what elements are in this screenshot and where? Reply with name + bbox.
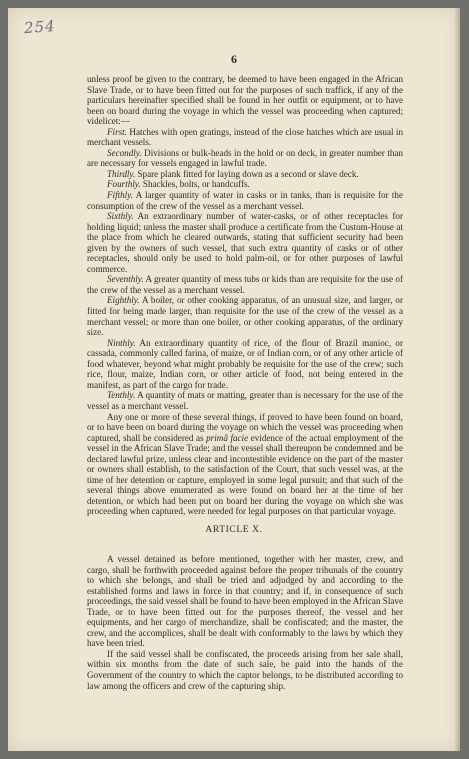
document-page	[8, 8, 460, 751]
item-text: An extraordinary quantity of rice, of the flour of Brazil manioc, or cassada, commonly called farina, of maize, or of Indian corn, or of any other article of food whatever, beyond what might probably be requisite for the use of the crew; such rice, flour, maize, Indian corn, or other article of food, not being entered in the manifest, as part of the cargo for trade.	[87, 337, 404, 390]
item-lead: Tenthly.	[107, 390, 136, 401]
handwritten-annotation: 254	[23, 16, 57, 38]
closing-text-before: Any one or more of these several things, if proved to have been found on board, or to have been on board during the voyage on which the vessel was proceeding when captured, shall be considered as	[87, 411, 403, 443]
item-lead: Fourthly.	[107, 179, 141, 190]
item-ninthly	[87, 338, 403, 391]
article-x-paragraph-2: If the said vessel shall be confiscated, the proceeds arising from her sale shall, within six months from the date of such sale, be paid into the hands of the Government of the country to which the captor belongs, to be distributed according to law among the officers and crew of the capturing ship.	[87, 648, 403, 691]
item-text: A boiler, or other cooking apparatus, of an unusual size, and larger, or fitted for being made larger, than requisite for the use of the crew of the vessel as a merchant vessel; or more than one boiler, or other cooking apparatus, of the ordinary size.	[87, 295, 403, 338]
article-x-body	[87, 554, 403, 691]
item-lead: Fifthly.	[107, 190, 134, 201]
item-tenthly	[87, 390, 403, 411]
article-x-paragraph-1: A vessel detained as before mentioned, together with her master, crew, and cargo, shall be forthwith proceeded against before the proper tribunals of the country to which she belongs, and shall be tried and adjudged by and according to the established forms and laws in force in that country; and if, in consequence of such proceedings, the said vessel shall be found to have been employed in the African Slave Trade, or to have been fitted out for the purposes thereof, the vessel and her equipments, and her cargo of merchandize, shall be confiscated; and the master, the crew, and the accomplices, shall be dealt with conformably to the laws by which they have been tried.	[87, 554, 403, 649]
item-lead: First.	[107, 126, 127, 137]
item-lead: Thirdly.	[107, 168, 136, 179]
item-lead: Seventhly.	[107, 274, 144, 285]
item-fourthly	[87, 179, 403, 190]
item-text: An extraordinary number of water-casks, or of other receptacles for holding liquid; unless the master shall produce a certificate from the Custom-House at the place from which he cleared outwards, stating that sufficient security had been given by the owners of such vessel, that such extra quantity of casks or of other receptacles, should only be used to hold palm-oil, or for other purposes of lawful commerce.	[87, 211, 403, 274]
item-text: Hatches with open gratings, instead of the close hatches which are usual in merchant vessels.	[87, 126, 403, 148]
intro-paragraph: unless proof be given to the contrary, be deemed to have been engaged in the African Slave Trade, or to have been fitted out for the purposes of such traffick, if any of the particulars hereinafter specified shall be found in her outfit or equipment, or to have been on board during the voyage in which the vessel was proceeding when captured; videlicet:—	[87, 74, 403, 127]
item-lead: Secondly.	[107, 147, 142, 158]
item-lead: Sixthly.	[107, 211, 134, 222]
article-heading: ARTICLE X.	[205, 525, 263, 535]
closing-text-after: evidence of the actual employment of the vessel in the African Slave Trade; and the vessel shall thereupon be condemned and be declared lawful prize, unless clear and incontestible evidence on the part of the master or owners shall establish, to the satisfaction of the Court, that such vessel was, at the time of her detention or capture, employed in some legal pursuit; and that such of the several things above enumerated as were found on board her at the time of her detention, or which had been put on board her during the voyage on which she was proceeding when captured, were needed for legal purposes on that particular voyage.	[87, 432, 403, 517]
closing-text-italic: primâ facie	[206, 432, 249, 443]
item-text: A greater quantity of mess tubs or kids than are requisite for the use of the crew of the vessel as a merchant vessel.	[87, 274, 403, 295]
item-eighthly	[87, 295, 403, 337]
item-text: Divisions or bulk-heads in the hold or on deck, in greater number than are necessary for vessels engaged in lawful trade.	[87, 147, 403, 169]
item-sixthly	[87, 211, 403, 274]
closing-paragraph	[87, 412, 403, 517]
article-ix-body	[87, 74, 403, 517]
item-lead: Eighthly.	[107, 295, 140, 306]
page-number: 6	[231, 52, 237, 66]
item-text: Spare plank fitted for laying down as a second or slave deck.	[137, 168, 359, 179]
item-thirdly	[87, 169, 403, 180]
item-first	[87, 127, 403, 148]
item-text: A larger quantity of water in casks or in tanks, than is requisite for the consumption of the crew of the vessel as a merchant vessel.	[87, 190, 403, 211]
item-lead: Ninthly.	[107, 337, 136, 348]
item-secondly	[87, 148, 403, 169]
item-text: Shackles, bolts, or handcuffs.	[142, 179, 250, 190]
item-text: A quantity of mats or matting, greater than is necessary for the use of the vessel as a merchant vessel.	[87, 390, 404, 411]
item-seventhly	[87, 274, 403, 295]
item-fifthly	[87, 190, 403, 211]
